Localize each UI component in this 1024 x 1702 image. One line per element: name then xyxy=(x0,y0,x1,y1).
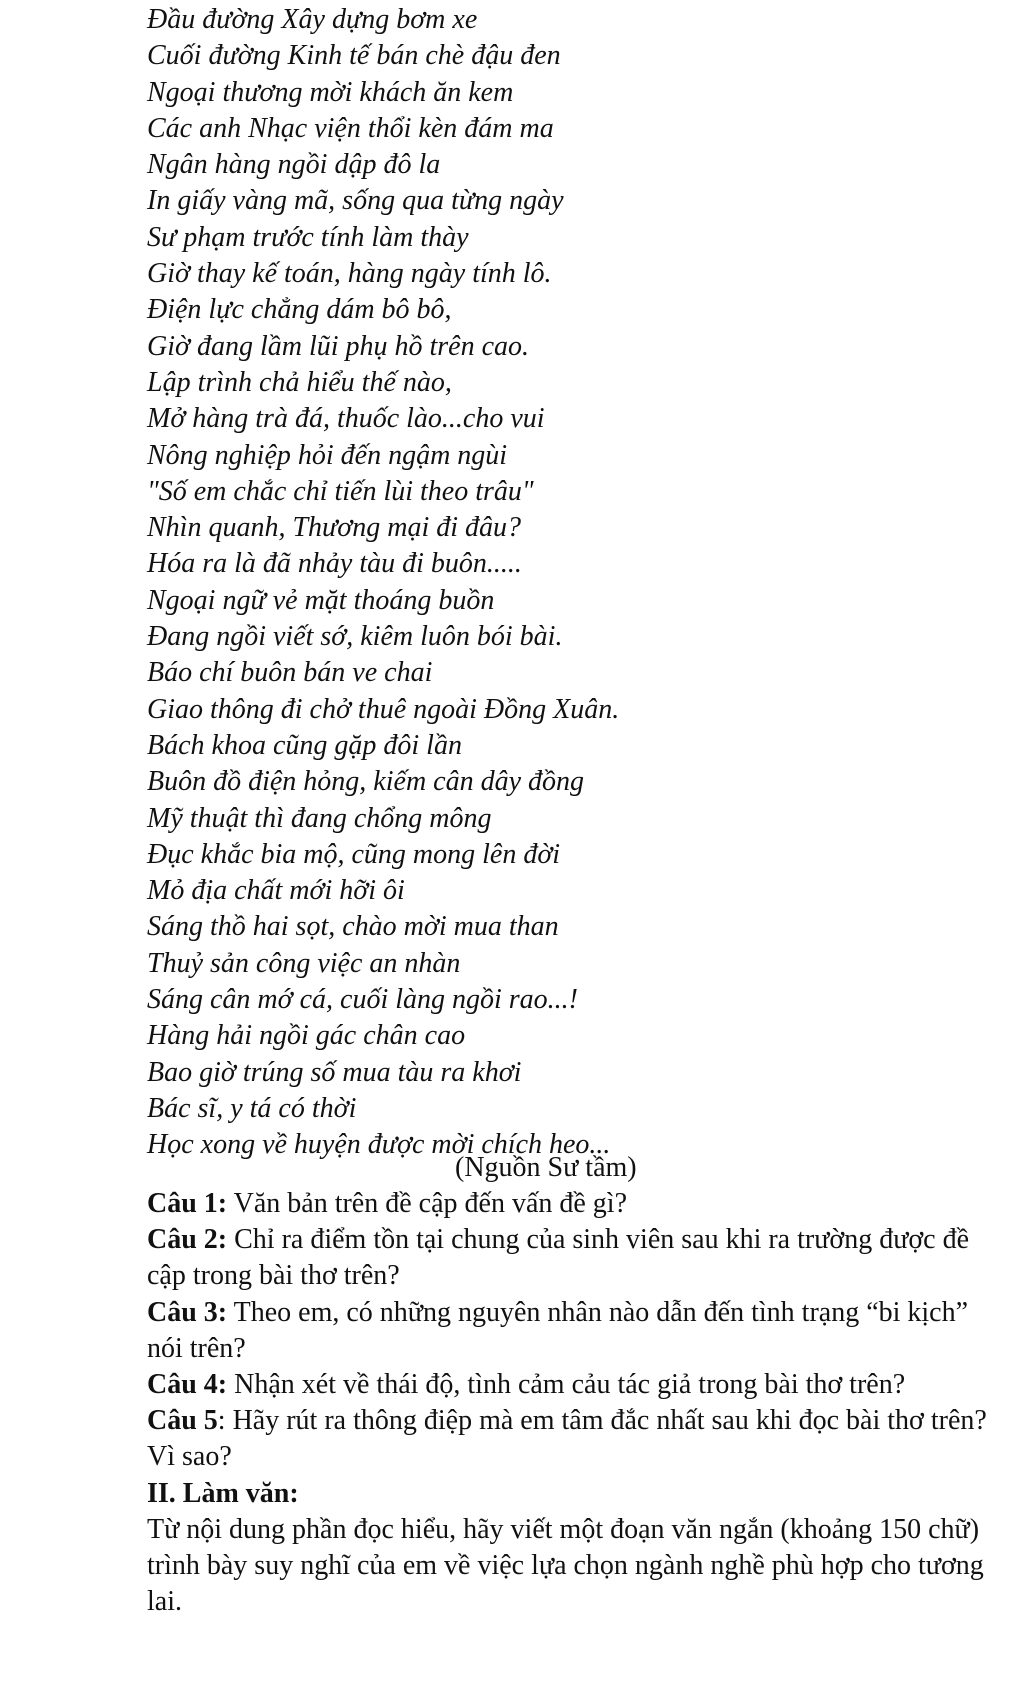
poem-line: Điện lực chẳng dám bô bô, xyxy=(147,294,452,326)
poem-line: Hóa ra là đã nhảy tàu đi buôn..... xyxy=(147,548,522,580)
question-2 xyxy=(147,1222,1007,1294)
poem-line: Giờ đang lầm lũi phụ hồ trên cao. xyxy=(147,330,530,362)
question-text: Nhận xét về thái độ, tình cảm cảu tác giả trong bài thơ trên? xyxy=(227,1369,906,1401)
poem-line: Học xong về huyện được mời chích heo... xyxy=(147,1129,611,1161)
question-text: Văn bản trên đề cập đến vấn đề gì? xyxy=(227,1188,627,1219)
poem-line: Thuỷ sản công việc an nhàn xyxy=(147,947,461,979)
poem-line: Bách khoa cũng gặp đôi lần xyxy=(147,729,462,761)
question-5 xyxy=(147,1403,1007,1475)
poem-line: Buôn đồ điện hỏng, kiếm cân dây đồng xyxy=(147,766,585,798)
poem-line: Giao thông đi chở thuê ngoài Đồng Xuân. xyxy=(147,693,620,725)
writing-prompt: Từ nội dung phần đọc hiểu, hãy viết một đoạn văn ngắn (khoảng 150 chữ) trình bày suy nghĩ của em về việc lựa chọn ngành nghề phù hợp cho tương lai. xyxy=(147,1513,984,1618)
poem-source: (Nguồn Sư tầm) xyxy=(455,1152,637,1183)
poem-line: Mỏ địa chất mới hỡi ôi xyxy=(147,875,405,907)
poem-line: Các anh Nhạc viện thổi kèn đám ma xyxy=(147,112,554,144)
poem-line: In giấy vàng mã, sống qua từng ngày xyxy=(147,185,564,217)
poem-line: Sáng cân mớ cá, cuối làng ngồi rao...! xyxy=(147,984,579,1016)
question-label: Câu 4: xyxy=(147,1369,228,1401)
poem-line: Sáng thồ hai sọt, chào mời mua than xyxy=(147,911,559,943)
poem xyxy=(147,2,1007,1164)
question-text: Theo em, có những nguyên nhân nào dẫn đến tình trạng “bi kịch” nói trên? xyxy=(147,1296,969,1364)
poem-line: Nông nghiệp hỏi đến ngậm ngùi xyxy=(147,439,508,471)
poem-line: Bác sĩ, y tá có thời xyxy=(147,1092,357,1124)
poem-line: Mở hàng trà đá, thuốc lào...cho vui xyxy=(147,403,545,435)
poem-line: Bao giờ trúng số mua tàu ra khơi xyxy=(147,1056,522,1088)
poem-line: Giờ thay kế toán, hàng ngày tính lô. xyxy=(147,258,552,290)
poem-line: Nhìn quanh, Thương mại đi đâu? xyxy=(147,512,522,544)
poem-line: Ngân hàng ngồi dập đô la xyxy=(147,149,441,181)
poem-line: Đục khắc bia mộ, cũng mong lên đời xyxy=(147,838,561,870)
question-label: Câu 1: xyxy=(147,1188,228,1219)
question-label: Câu 3: xyxy=(147,1296,228,1328)
questions-section xyxy=(147,1186,1007,1620)
poem-line: Sư phạm trước tính làm thày xyxy=(147,221,469,253)
poem-line: Lập trình chả hiểu thế nào, xyxy=(147,366,452,398)
section-title-writing: II. Làm văn: xyxy=(147,1477,299,1509)
poem-line: Mỹ thuật thì đang chổng mông xyxy=(147,802,492,834)
question-text: : Hãy rút ra thông điệp mà em tâm đắc nhất sau khi đọc bài thơ trên? Vì sao? xyxy=(147,1405,987,1473)
question-label: Câu 5 xyxy=(147,1405,218,1437)
question-4 xyxy=(147,1367,1007,1403)
poem-line: Ngoại ngữ vẻ mặt thoáng buồn xyxy=(147,584,495,616)
poem-line: Báo chí buôn bán ve chai xyxy=(147,657,433,689)
question-1 xyxy=(147,1186,1007,1222)
poem-line: Ngoại thương mời khách ăn kem xyxy=(147,76,514,108)
question-text: Chỉ ra điểm tồn tại chung của sinh viên sau khi ra trường được đề cập trong bài thơ trên? xyxy=(147,1224,970,1292)
poem-line: "Số em chắc chỉ tiến lùi theo trâu" xyxy=(147,475,534,507)
question-label: Câu 2: xyxy=(147,1224,228,1256)
poem-line: Hàng hải ngồi gác chân cao xyxy=(147,1020,466,1052)
poem-line: Đang ngồi viết sớ, kiêm luôn bói bài. xyxy=(147,621,563,653)
question-3 xyxy=(147,1295,1007,1367)
poem-line: Đầu đường Xây dựng bơm xe xyxy=(147,4,478,35)
poem-line: Cuối đường Kinh tế bán chè đậu đen xyxy=(147,40,561,72)
